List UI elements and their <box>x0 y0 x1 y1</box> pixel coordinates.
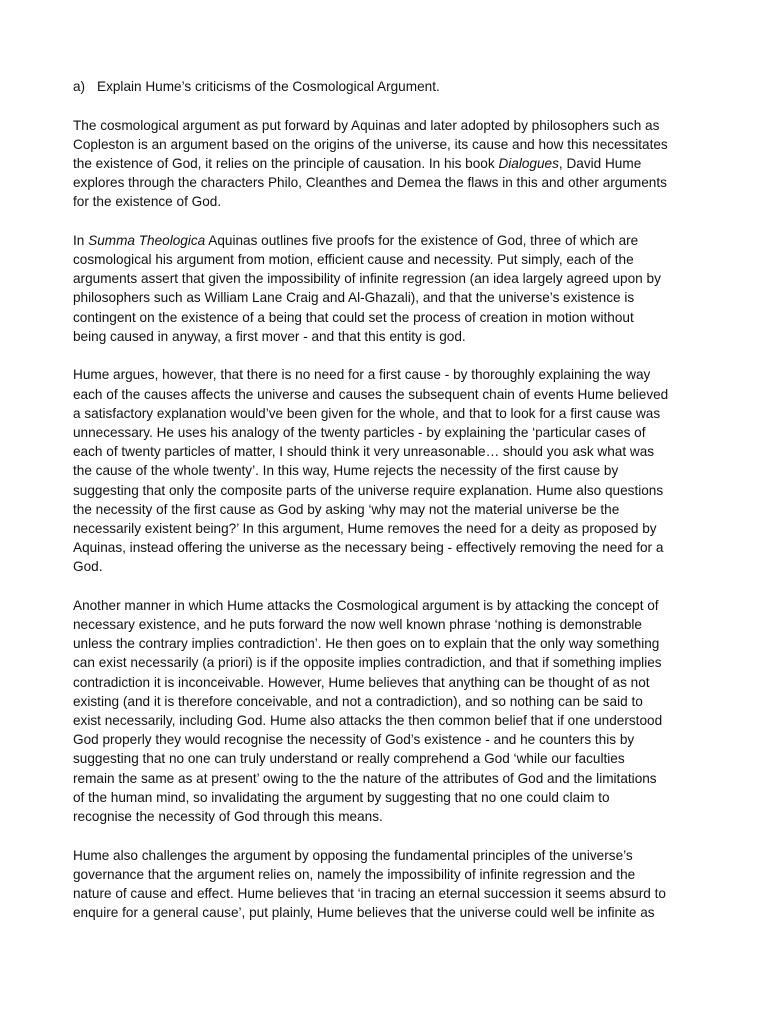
text-line <box>73 116 713 135</box>
text-line <box>73 154 713 173</box>
text-line <box>73 730 713 749</box>
text-line <box>73 365 713 384</box>
text-line <box>73 557 713 576</box>
text-line <box>73 385 713 404</box>
text-line <box>73 173 713 192</box>
text-run: can exist necessarily (a priori) is if the opposite implies contradiction, and that if something implies <box>73 655 662 671</box>
text-run: cosmological his argument from motion, efficient cause and necessity. Put simply, each of the <box>73 252 634 268</box>
text-line <box>73 884 713 903</box>
text-line <box>73 865 713 884</box>
text-line <box>73 404 713 423</box>
text-line <box>73 673 713 692</box>
text-run: recognise the necessity of God through this means. <box>73 809 383 825</box>
text-line <box>73 269 713 288</box>
text-line <box>73 308 713 327</box>
text-run: suggesting that only the composite parts of the universe require explanation. Hume also questions <box>73 482 664 498</box>
text-run: God. <box>73 559 103 575</box>
text-line <box>73 442 713 461</box>
text-run: enquire for a general cause’, put plainly, Hume believes that the universe could well be infinite as <box>73 905 655 921</box>
text-line <box>73 634 713 653</box>
text-line <box>73 461 713 480</box>
question-heading <box>73 77 713 96</box>
text-line <box>73 327 713 346</box>
text-run: philosophers such as William Lane Craig and Al-Ghazali), and that the universe’s existence is <box>73 290 635 306</box>
italic-title: Dialogues <box>498 155 559 171</box>
text-line <box>73 481 713 500</box>
text-run: of the human mind, so invalidating the argument by suggesting that no one could claim to <box>73 789 610 805</box>
paragraph-4 <box>73 596 713 826</box>
text-run: contingent on the existence of a being that could set the process of creation in motion without <box>73 309 634 325</box>
text-run: a satisfactory explanation would’ve been given for the whole, and that to look for a first cause was <box>73 405 661 421</box>
text-line <box>73 807 713 826</box>
text-line <box>73 846 713 865</box>
text-run: God properly they would recognise the necessity of God’s existence - and he counters this by <box>73 732 635 748</box>
text-run: the cause of the whole twenty’. In this way, Hume rejects the necessity of the first cause by <box>73 463 619 479</box>
text-line <box>73 711 713 730</box>
text-run: unnecessary. He uses his analogy of the twenty particles - by explaining the ‘particular cases of <box>73 424 646 440</box>
text-line <box>73 135 713 154</box>
text-run: nature of cause and effect. Hume believes that ‘in tracing an eternal succession it seems absurd to <box>73 886 666 901</box>
text-run: Aquinas, instead offering the universe as the necessary being - effectively removing the need for a <box>73 540 664 556</box>
text-run: for the existence of God. <box>73 194 222 210</box>
text-run: necessary existence, and he puts forward the now well known phrase ‘nothing is demonstrable <box>73 617 642 633</box>
text-line <box>73 500 713 519</box>
text-line <box>73 231 713 250</box>
text-line <box>73 749 713 768</box>
text-line <box>73 692 713 711</box>
italic-title: Summa Theologica <box>88 232 206 248</box>
text-run: Aquinas outlines five proofs for the existence of God, three of which are <box>205 232 639 248</box>
text-run: Hume argues, however, that there is no need for a first cause - by thoroughly explaining the way <box>73 367 651 383</box>
question-text: Explain Hume’s criticisms of the Cosmological Argument. <box>97 79 440 94</box>
text-line <box>73 288 713 307</box>
text-run: being caused in anyway, a first mover - and that this entity is god. <box>73 328 466 344</box>
text-run: arguments assert that given the impossibility of infinite regression (an idea largely agreed upon by <box>73 271 661 287</box>
text-line <box>73 250 713 269</box>
text-run: the existence of God, it relies on the principle of causation. In his book <box>73 155 499 171</box>
text-line <box>73 615 713 634</box>
text-run: explores through the characters Philo, Cleanthes and Demea the flaws in this and other arguments <box>73 175 667 191</box>
paragraph-2 <box>73 231 713 346</box>
text-line <box>73 596 713 615</box>
text-run: each of the causes affects the universe and causes the subsequent chain of events Hume believed <box>73 386 669 402</box>
document-page <box>73 77 713 922</box>
paragraph-3 <box>73 365 713 576</box>
text-run: Another manner in which Hume attacks the Cosmological argument is by attacking the concept of <box>73 597 659 613</box>
text-run: the necessity of the first cause as God by asking ‘why may not the material universe be the <box>73 501 620 517</box>
text-run: contradiction it is inconceivable. However, Hume believes that anything can be thought of as not <box>73 674 650 690</box>
text-run: necessarily existent being?’ In this argument, Hume removes the need for a deity as proposed by <box>73 520 657 536</box>
text-run: each of twenty particles of matter, I should think it very unreasonable… should you ask what was <box>73 444 655 460</box>
text-run: exist necessarily, including God. Hume also attacks the then common belief that if one understood <box>73 713 663 729</box>
text-line <box>73 423 713 442</box>
text-run: governance that the argument relies on, namely the impossibility of infinite regression and the <box>73 866 636 882</box>
text-run: , David Hume <box>558 155 642 171</box>
text-run: The cosmological argument as put forward by Aquinas and later adopted by philosophers such as <box>73 117 660 133</box>
text-run: unless the contrary implies contradiction’. He then goes on to explain that the only way something <box>73 636 660 652</box>
text-run: suggesting that no one can truly understand or really comprehend a God ‘while our faculties <box>73 751 625 767</box>
text-run: In <box>73 232 89 248</box>
text-line <box>73 788 713 807</box>
text-line <box>73 192 713 211</box>
text-run: Hume also challenges the argument by opposing the fundamental principles of the universe’s <box>73 847 633 863</box>
essay-body <box>73 116 713 923</box>
text-run: Copleston is an argument based on the origins of the universe, its cause and how this necessitates <box>73 136 668 152</box>
text-line <box>73 653 713 672</box>
text-line <box>73 769 713 788</box>
question-label: a) <box>73 79 86 94</box>
text-run: remain the same as at present’ owing to the the nature of the attributes of God and the limitations <box>73 770 657 786</box>
text-line <box>73 903 713 922</box>
text-line <box>73 519 713 538</box>
text-line <box>73 538 713 557</box>
paragraph-5 <box>73 846 713 923</box>
text-run: existing (and it is therefore conceivable, and not a contradiction), and so nothing can be said to <box>73 693 643 709</box>
paragraph-1 <box>73 116 713 212</box>
